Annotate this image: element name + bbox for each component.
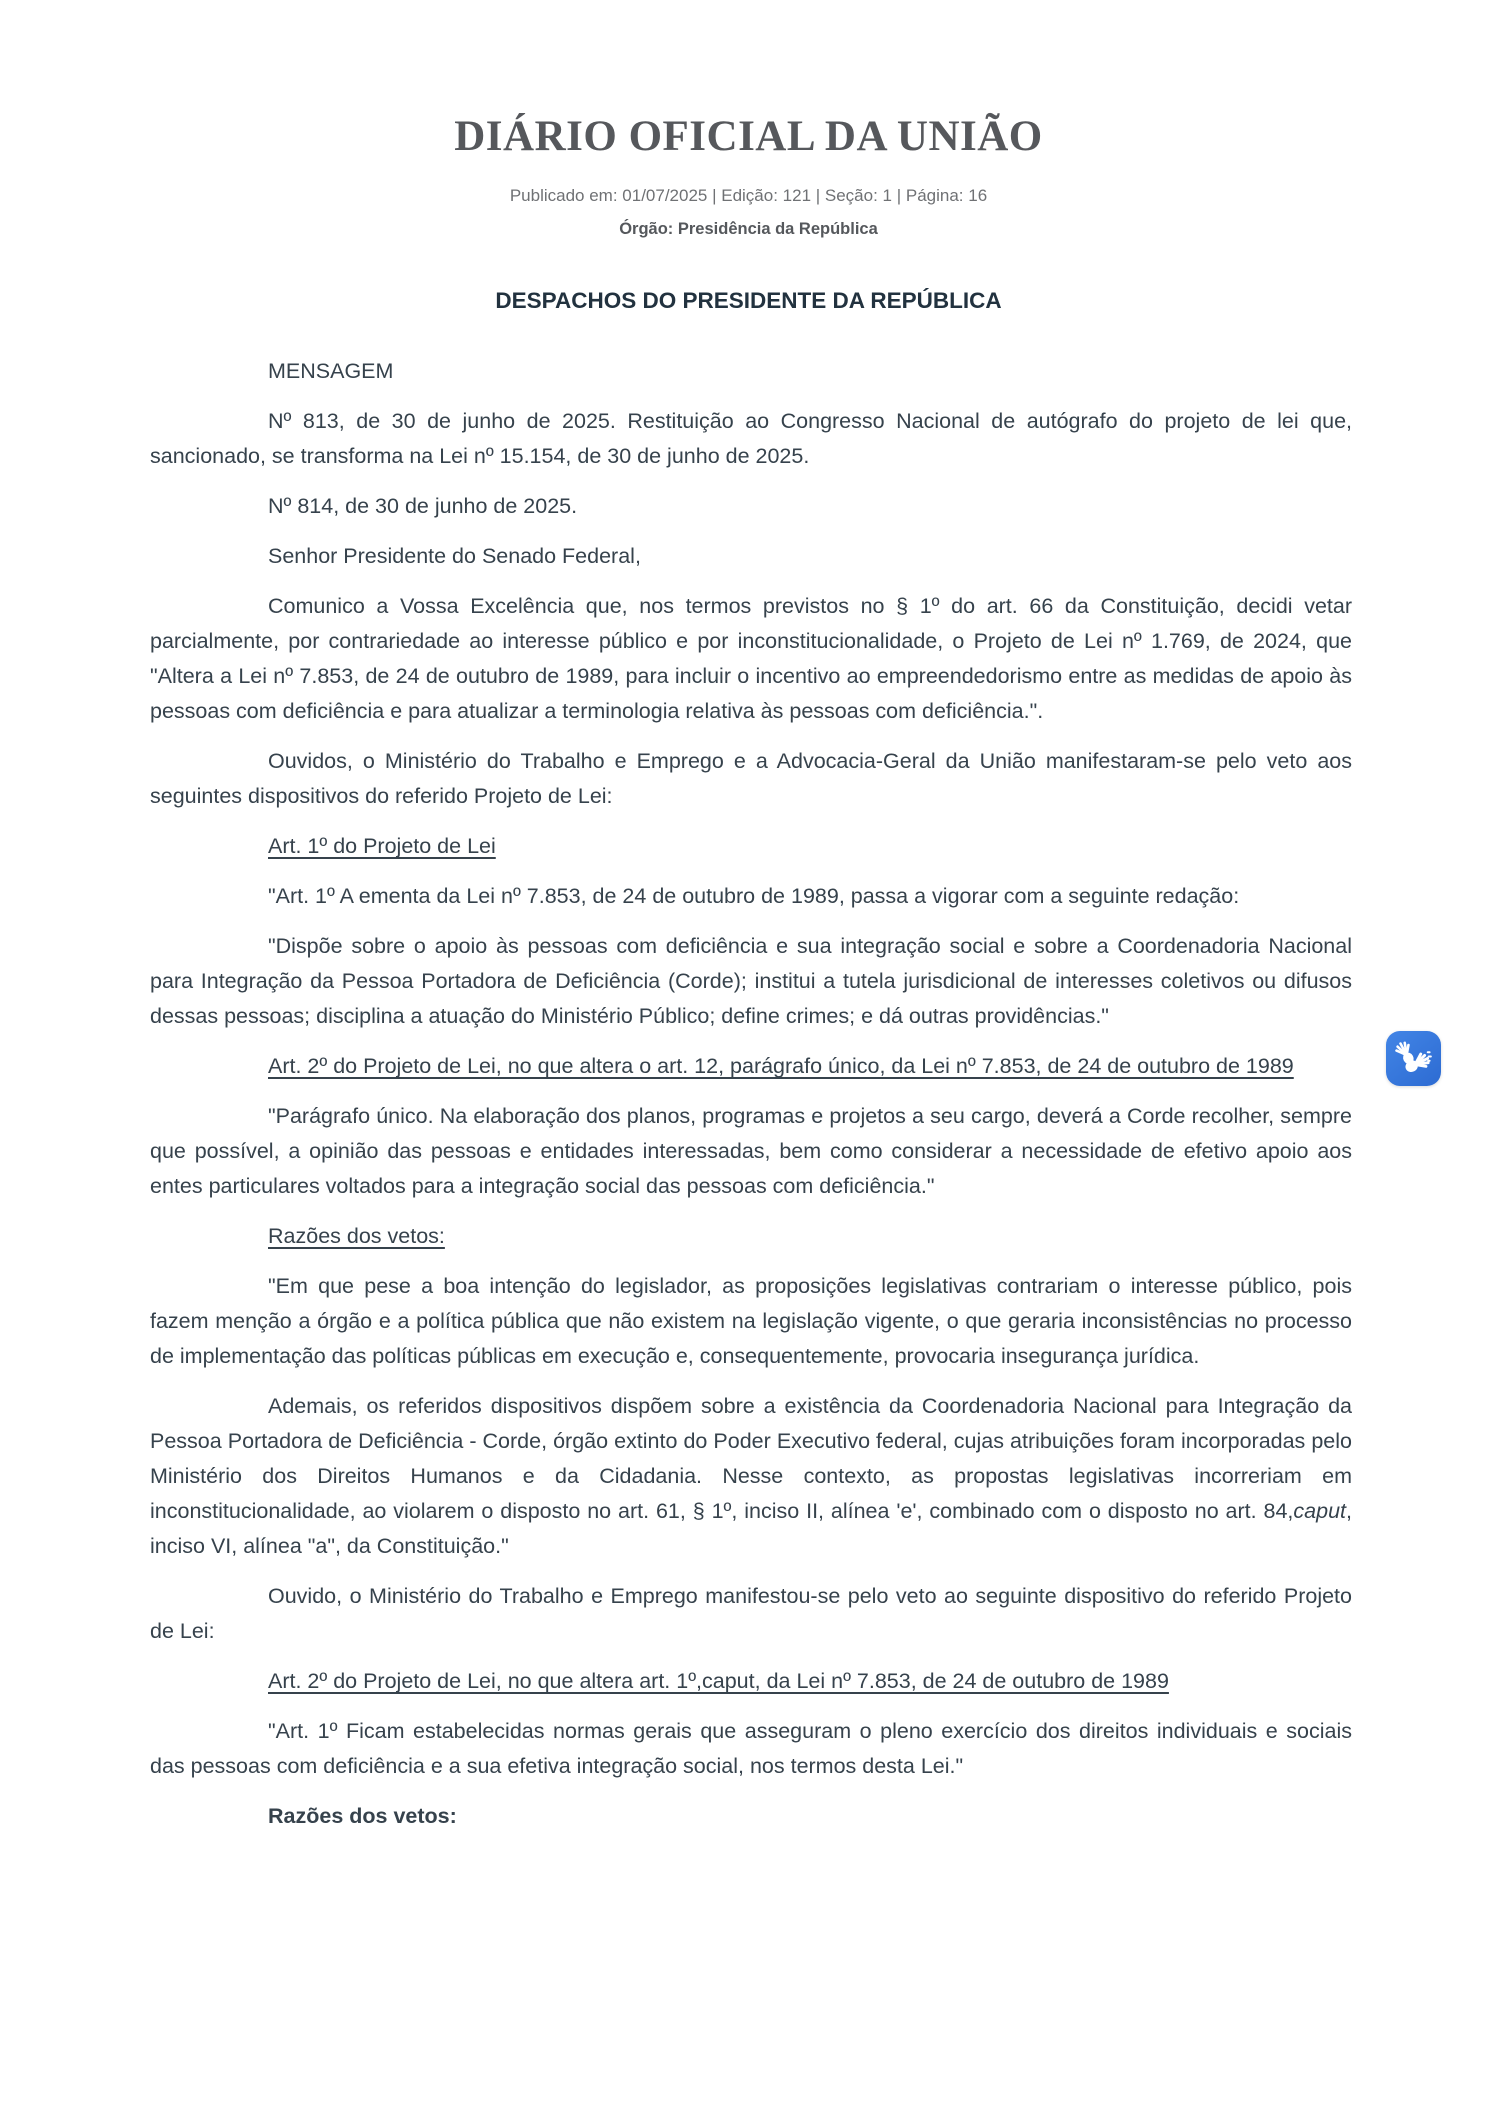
article-body (150, 354, 1352, 1834)
paragraph: Art. 1º do Projeto de Lei (268, 834, 496, 858)
section-title: DESPACHOS DO PRESIDENTE DA REPÚBLICA (495, 288, 1002, 313)
paragraph: Senhor Presidente do Senado Federal, (268, 544, 641, 568)
paragraph: MENSAGEM (268, 359, 394, 383)
libras-hands-icon (1393, 1038, 1434, 1079)
paragraph: Ouvido, o Ministério do Trabalho e Emprego manifestou-se pelo veto ao seguinte dispositivo do referido Projeto de Lei: (150, 1584, 1352, 1643)
paragraph: "Dispõe sobre o apoio às pessoas com deficiência e sua integração social e sobre a Coordenadoria Nacional para Integração da Pessoa Portadora de Deficiência (Corde); institui a tutela jurisdicional de interesses coletivos ou difusos dessas pessoas; disciplina a atuação do Ministério Público; define crimes; e dá outras providências." (150, 934, 1352, 1028)
paragraph: Comunico a Vossa Excelência que, nos termos previstos no § 1º do art. 66 da Constituição, decidi vetar parcialmente, por contrariedade ao interesse público e por inconstitucionalidade, o Projeto de Lei nº 1.769, de 2024, que "Altera a Lei nº 7.853, de 24 de outubro de 1989, para incluir o incentivo ao empreendedorismo entre as medidas de apoio às pessoas com deficiência e para atualizar a terminologia relativa às pessoas com deficiência.". (150, 594, 1352, 723)
paragraph: Nº 814, de 30 de junho de 2025. (268, 494, 578, 518)
paragraph: Art. 2º do Projeto de Lei, no que altera o art. 12, parágrafo único, da Lei nº 7.853, de 24 de outubro de 1989 (268, 1054, 1294, 1078)
paragraph: Art. 2º do Projeto de Lei, no que altera art. 1º,caput, da Lei nº 7.853, de 24 de outubro de 1989 (268, 1669, 1169, 1693)
document-header (0, 0, 1497, 241)
page-title: DIÁRIO OFICIAL DA UNIÃO (454, 113, 1043, 160)
organ-line: Órgão: Presidência da República (619, 220, 878, 238)
paragraph: Ademais, os referidos dispositivos dispõem sobre a existência da Coordenadoria Nacional para Integração da Pessoa Portadora de Deficiência - Corde, órgão extinto do Poder Executivo federal, cujas atribuições foram incorporadas pelo Ministério dos Direitos Humanos e da Cidadania. Nesse contexto, as propostas legislativas incorreriam em inconstitucionalidade, ao violarem o disposto no art. 61, § 1º, inciso II, alínea 'e', combinado com o disposto no art. 84,caput, inciso VI, alínea "a", da Constituição." (150, 1394, 1352, 1558)
paragraph: "Art. 1º Ficam estabelecidas normas gerais que asseguram o pleno exercício dos direitos individuais e sociais das pessoas com deficiência e a sua efetiva integração social, nos termos desta Lei." (150, 1719, 1352, 1778)
paragraph: Ouvidos, o Ministério do Trabalho e Emprego e a Advocacia-Geral da União manifestaram-se pelo veto aos seguintes dispositivos do referido Projeto de Lei: (150, 749, 1352, 808)
paragraph: "Em que pese a boa intenção do legislador, as proposições legislativas contrariam o interesse público, pois fazem menção a órgão e a política pública que não existem na legislação vigente, o que geraria inconsistências no processo de implementação das políticas públicas em execução e, consequentemente, provocaria insegurança jurídica. (150, 1274, 1352, 1368)
publication-meta: Publicado em: 01/07/2025 | Edição: 121 | Seção: 1 | Página: 16 (509, 186, 988, 205)
paragraph: Razões dos vetos: (268, 1224, 445, 1248)
paragraph: Razões dos vetos: (268, 1804, 457, 1828)
vlibras-accessibility-button[interactable] (1386, 1031, 1441, 1086)
paragraph: Nº 813, de 30 de junho de 2025. Restituição ao Congresso Nacional de autógrafo do projeto de lei que, sancionado, se transforma na Lei nº 15.154, de 30 de junho de 2025. (150, 409, 1352, 468)
paragraph: "Parágrafo único. Na elaboração dos planos, programas e projetos a seu cargo, deverá a Corde recolher, sempre que possível, a opinião das pessoas e entidades interessadas, bem como considerar a necessidade de efetivo apoio aos entes particulares voltados para a integração social das pessoas com deficiência." (150, 1104, 1352, 1198)
paragraph: "Art. 1º A ementa da Lei nº 7.853, de 24 de outubro de 1989, passa a vigorar com a seguinte redação: (268, 884, 1240, 908)
